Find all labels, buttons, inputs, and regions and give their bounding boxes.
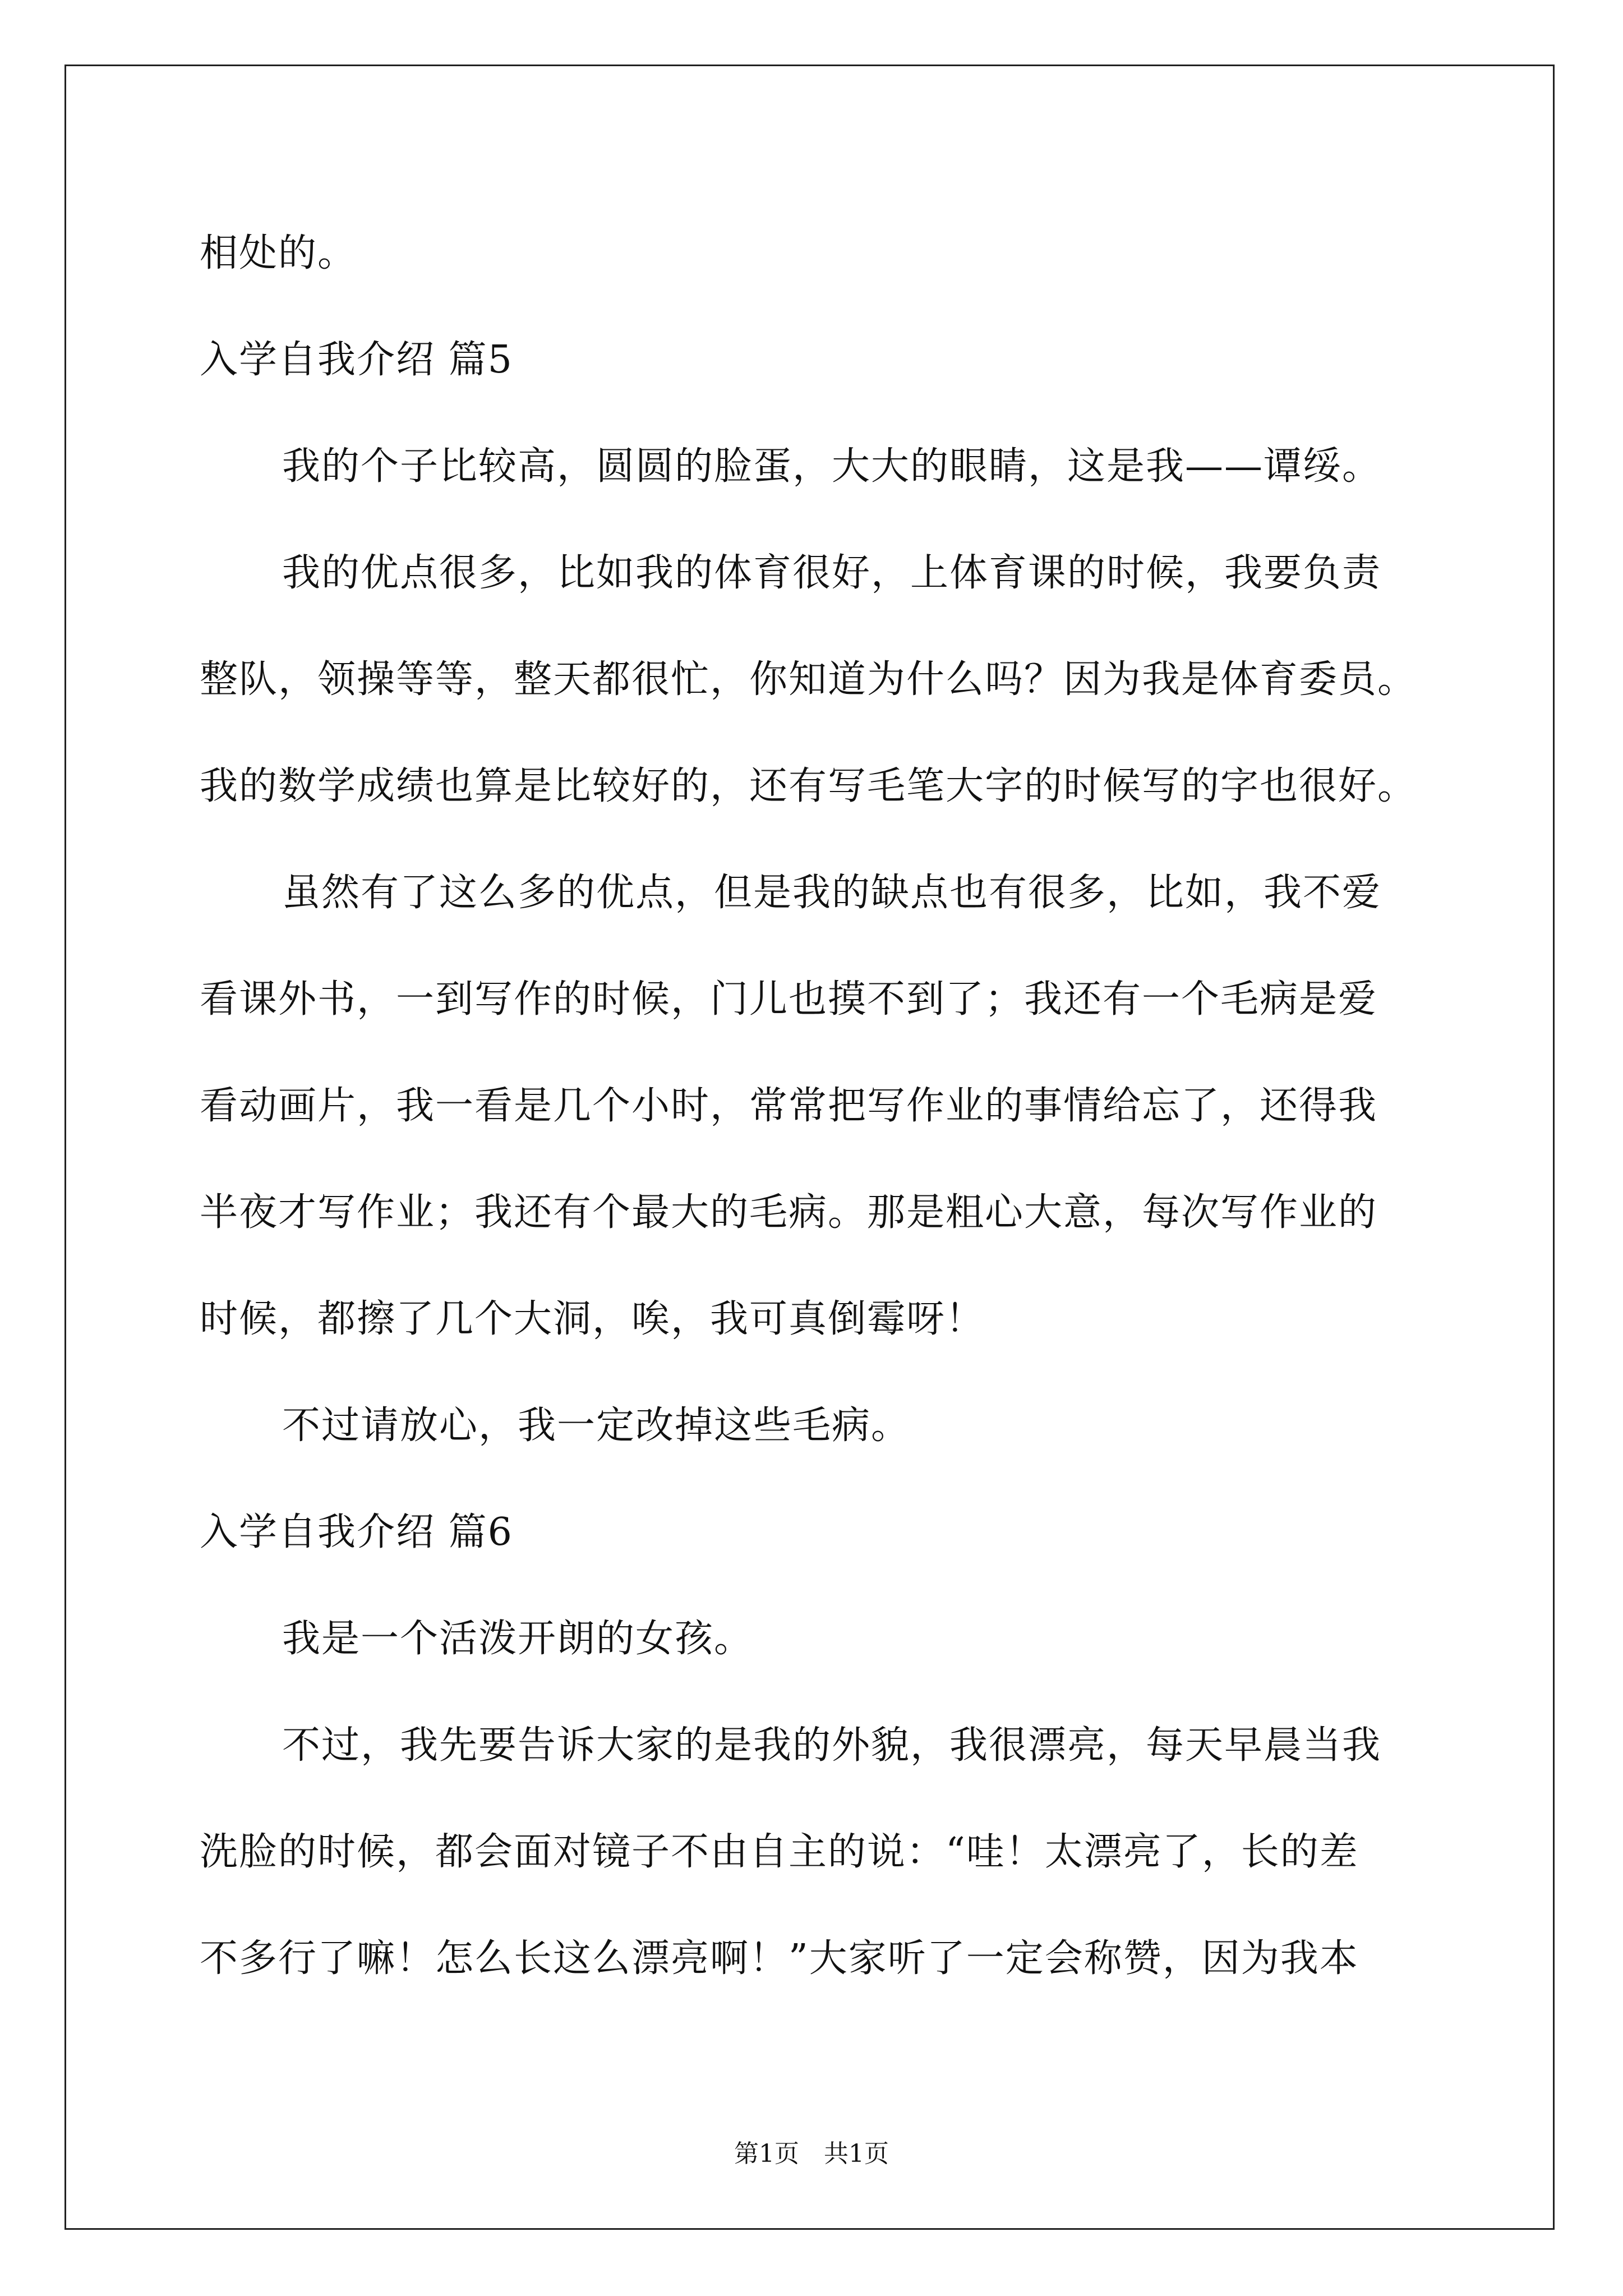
text-line: 整队，领操等等，整天都很忙，你知道为什么吗？因为我是体育委员。	[200, 657, 1417, 702]
section-heading: 入学自我介绍 篇5	[200, 338, 513, 382]
text-line: 相处的。	[200, 231, 357, 275]
text-line: 时候，都擦了几个大洞，唉，我可真倒霉呀！	[200, 1297, 985, 1341]
text-line: 我的优点很多，比如我的体育很好，上体育课的时候，我要负责	[282, 551, 1382, 595]
page-footer: 第1页 共1页	[734, 2139, 889, 2168]
text-line: 我的数学成绩也算是比较好的，还有写毛笔大字的时候写的字也很好。	[200, 764, 1417, 808]
section-heading: 入学自我介绍 篇6	[200, 1510, 513, 1554]
text-line: 我是一个活泼开朗的女孩。	[282, 1617, 754, 1661]
page-border	[64, 65, 1555, 2230]
text-line: 洗脸的时候，都会面对镜子不由自主的说：“哇！太漂亮了，长的差	[200, 1830, 1359, 1874]
text-line: 不过请放心，我一定改掉这些毛病。	[282, 1404, 911, 1448]
text-line: 我的个子比较高，圆圆的脸蛋，大大的眼睛，这是我——谭绥。	[282, 444, 1382, 489]
text-line: 虽然有了这么多的优点，但是我的缺点也有很多，比如，我不爱	[282, 871, 1382, 915]
text-line: 看动画片，我一看是几个小时，常常把写作业的事情给忘了，还得我	[200, 1084, 1378, 1128]
text-line: 看课外书，一到写作的时候，门儿也摸不到了；我还有一个毛病是爱	[200, 977, 1378, 1022]
text-line: 不多行了嘛！怎么长这么漂亮啊！”大家听了一定会称赞，因为我本	[200, 1936, 1359, 1981]
text-line: 半夜才写作业；我还有个最大的毛病。那是粗心大意，每次写作业的	[200, 1190, 1378, 1235]
text-line: 不过，我先要告诉大家的是我的外貌，我很漂亮，每天早晨当我	[282, 1723, 1382, 1768]
